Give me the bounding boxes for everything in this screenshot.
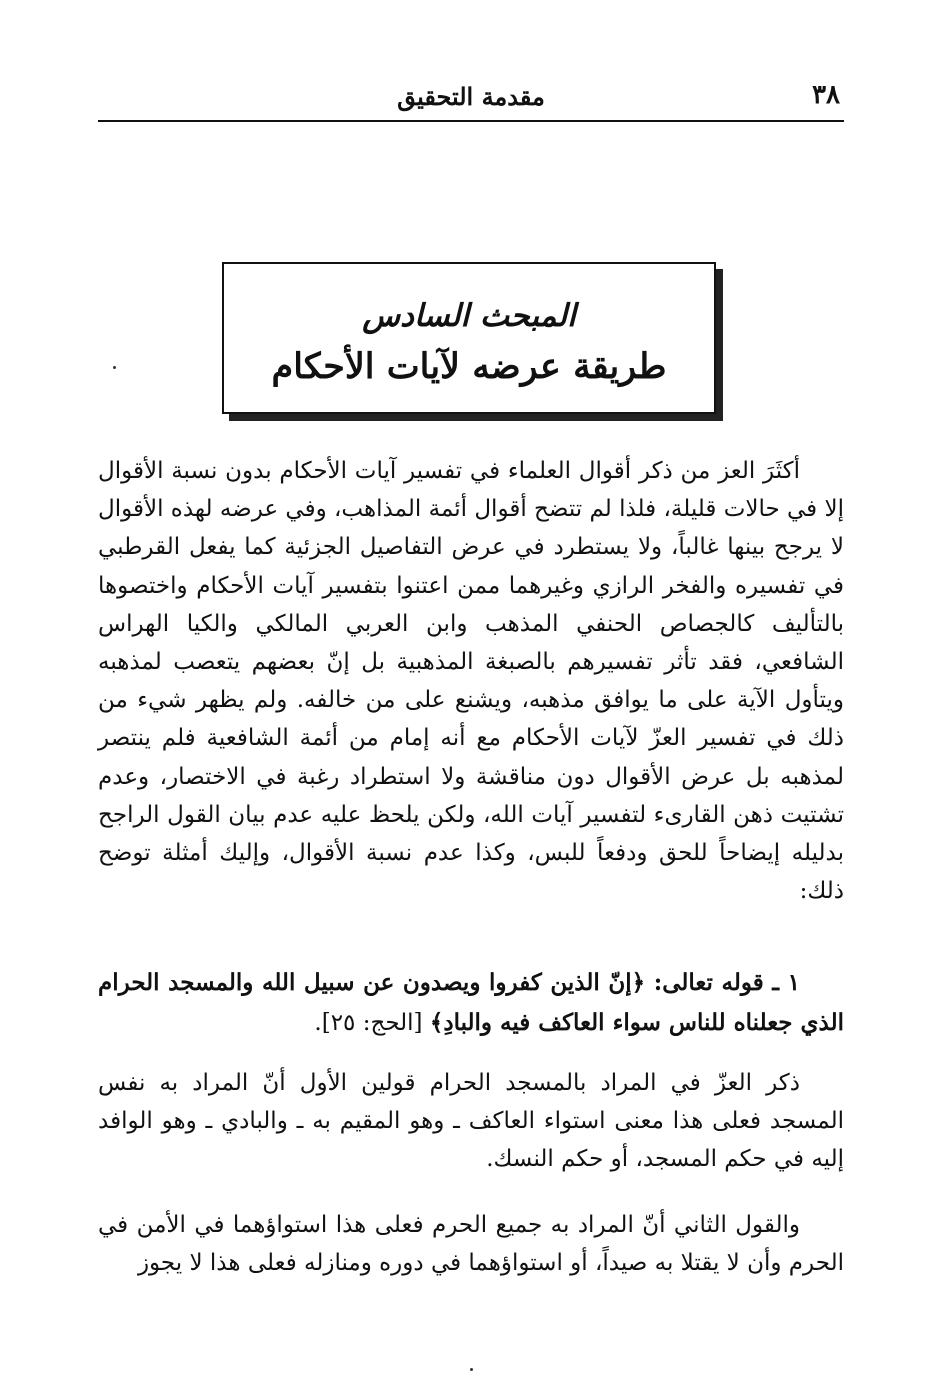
page-header [98, 78, 844, 122]
first-opinion-text: ذكر العزّ في المراد بالمسجد الحرام قولين الأول أنّ المراد به نفس المسجد فعلى هذا معنى استواء العاكف ـ وهو المقيم به ـ والبادي ـ وهو الوافد إليه في حكم المسجد، أو حكم النسك. [98, 1070, 844, 1172]
running-title: مقدمة التحقيق [397, 82, 545, 111]
main-paragraph-text: أكثَرَ العز من ذكر أقوال العلماء في تفسير آيات الأحكام بدون نسبة الأقوال إلا في حالات قليلة، فلذا لم تتضح أقوال أئمة المذاهب، وفي عرضه لهذه الأقوال لا يرجح بينها غالباً، ولا يستطرد في عرض التفاصيل الجزئية كما يفعل القرطبي في تفسيره والفخر الرازي وغيرهما ممن اعتنوا بتفسير آيات الأحكام واختصوها بالتأليف كالجصاص الحنفي المذهب وابن العربي المالكي والكيا الهراس الشافعي، فقد تأثر تفسيرهم بالصبغة المذهبية بل إنّ بعضهم يتعصب لمذهبه ويتأول الآية على ما يوافق مذهبه، ويشنع على من خالفه. ولم يظهر شيء من ذلك في تفسير العزّ لآيات الأحكام مع أنه إمام من أئمة الشافعية فلم ينتصر لمذهبه بل عرض الأقوال دون مناقشة ولا استطراد رغبة في الاختصار، وعدم تشتيت ذهن القارىء لتفسير آيات الله، ولكن يلحظ عليه عدم بيان القول الراجح بدليله إيضاحاً للحق ودفعاً للبس، وكذا عدم نسبة الأقوال، وإليك أمثلة توضح ذلك: [98, 458, 844, 905]
section-label: المبحث السادس [362, 298, 576, 334]
page-number: ٣٨ [812, 80, 840, 110]
section-title-box [222, 262, 716, 414]
stray-mark [113, 366, 116, 369]
section-title: طريقة عرضه لآيات الأحكام [271, 346, 667, 387]
verse-reference: [الحج: ٢٥]. [314, 1010, 430, 1036]
quran-verse: ١ ـ قوله تعالى: ﴿إنّ الذين كفروا ويصدون عن سبيل الله والمسجد الحرام الذي جعلناه للناس سواء العاكف فيه والبادِ﴾ [98, 969, 844, 1036]
first-opinion-paragraph [98, 1064, 844, 1178]
second-opinion-paragraph [98, 1206, 844, 1282]
main-paragraph [98, 452, 844, 910]
second-opinion-text: والقول الثاني أنّ المراد به جميع الحرم فعلى هذا استواؤهما في الأمن في الحرم وأن لا يقتلا به صيداً، أو استواؤهما في دوره ومنازله فعلى هذا لا يجوز [98, 1212, 844, 1276]
stray-mark [470, 1368, 473, 1371]
example-paragraph [98, 963, 844, 1043]
example-paragraph-text [98, 963, 844, 1043]
